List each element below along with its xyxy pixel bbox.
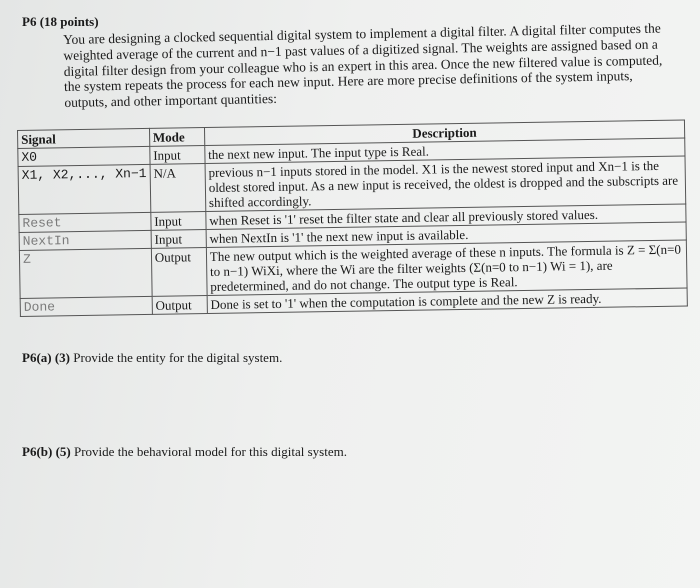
signal-cell: Z: [19, 248, 152, 298]
question-b-text: Provide the behavioral model for this digital system.: [74, 444, 347, 459]
mode-cell: Input: [151, 230, 206, 249]
signal-cell: X1, X2,..., Xn−1: [18, 164, 151, 214]
signal-cell: NextIn: [19, 230, 151, 250]
signal-cell: Done: [20, 296, 152, 316]
description-cell: Done is set to '1' when the computation is complete and the new Z is ready.: [207, 288, 687, 314]
mode-cell: Input: [150, 146, 205, 165]
signal-table: [17, 120, 688, 317]
description-cell: The new output which is the weighted average of these n inputs. The formula is Z = Σ(n=0 to n−1) WiXi, where the Wi are the filter weights (Σ(n=0 to n−1) Wi = 1), are predetermined, and do not change. The output type is Real.: [206, 240, 687, 296]
question-a-text: Provide the entity for the digital system.: [73, 350, 283, 365]
problem-intro: You are designing a clocked sequential digital system to implement a digital filter. A digital filter computes the weighted average of the current and n−1 past values of a digitized signal. The weights are assigned based on a digital filter design from your colleague who is an expert in this area. Once the new filtered value is computed, the system repeats the process for each new input. Here are more precise definitions of the system inputs, outputs, and other important quantities:: [63, 20, 663, 111]
description-cell: the next new input. The input type is Real.: [205, 138, 685, 164]
signal-table-wrapper: [17, 120, 688, 317]
signal-cell: X0: [18, 146, 150, 166]
header-description: Description: [204, 120, 684, 146]
question-a-label: P6(a) (3): [22, 350, 71, 365]
signal-cell: Reset: [19, 212, 151, 232]
mode-cell: N/A: [150, 164, 206, 213]
description-cell: previous n−1 inputs stored in the model. X1 is the newest stored input and Xn−1 is the oldest stored input. As a new input is received, the oldest is dropped and the subscripts are shifted accordingly.: [205, 156, 686, 212]
problem-header: P6 (18 points): [22, 14, 99, 29]
header-mode: Mode: [149, 128, 204, 147]
mode-cell: Input: [151, 212, 206, 231]
mode-cell: Output: [151, 248, 207, 297]
question-a: [22, 350, 282, 366]
header-signal: Signal: [18, 128, 150, 148]
mode-cell: Output: [152, 296, 207, 315]
description-cell: when Reset is '1' reset the filter state and clear all previously stored values.: [206, 204, 686, 230]
question-b-label: P6(b) (5): [22, 444, 71, 459]
answer-space: [20, 470, 680, 580]
question-b: [22, 444, 347, 460]
description-cell: when NextIn is '1' the next new input is available.: [206, 222, 686, 248]
